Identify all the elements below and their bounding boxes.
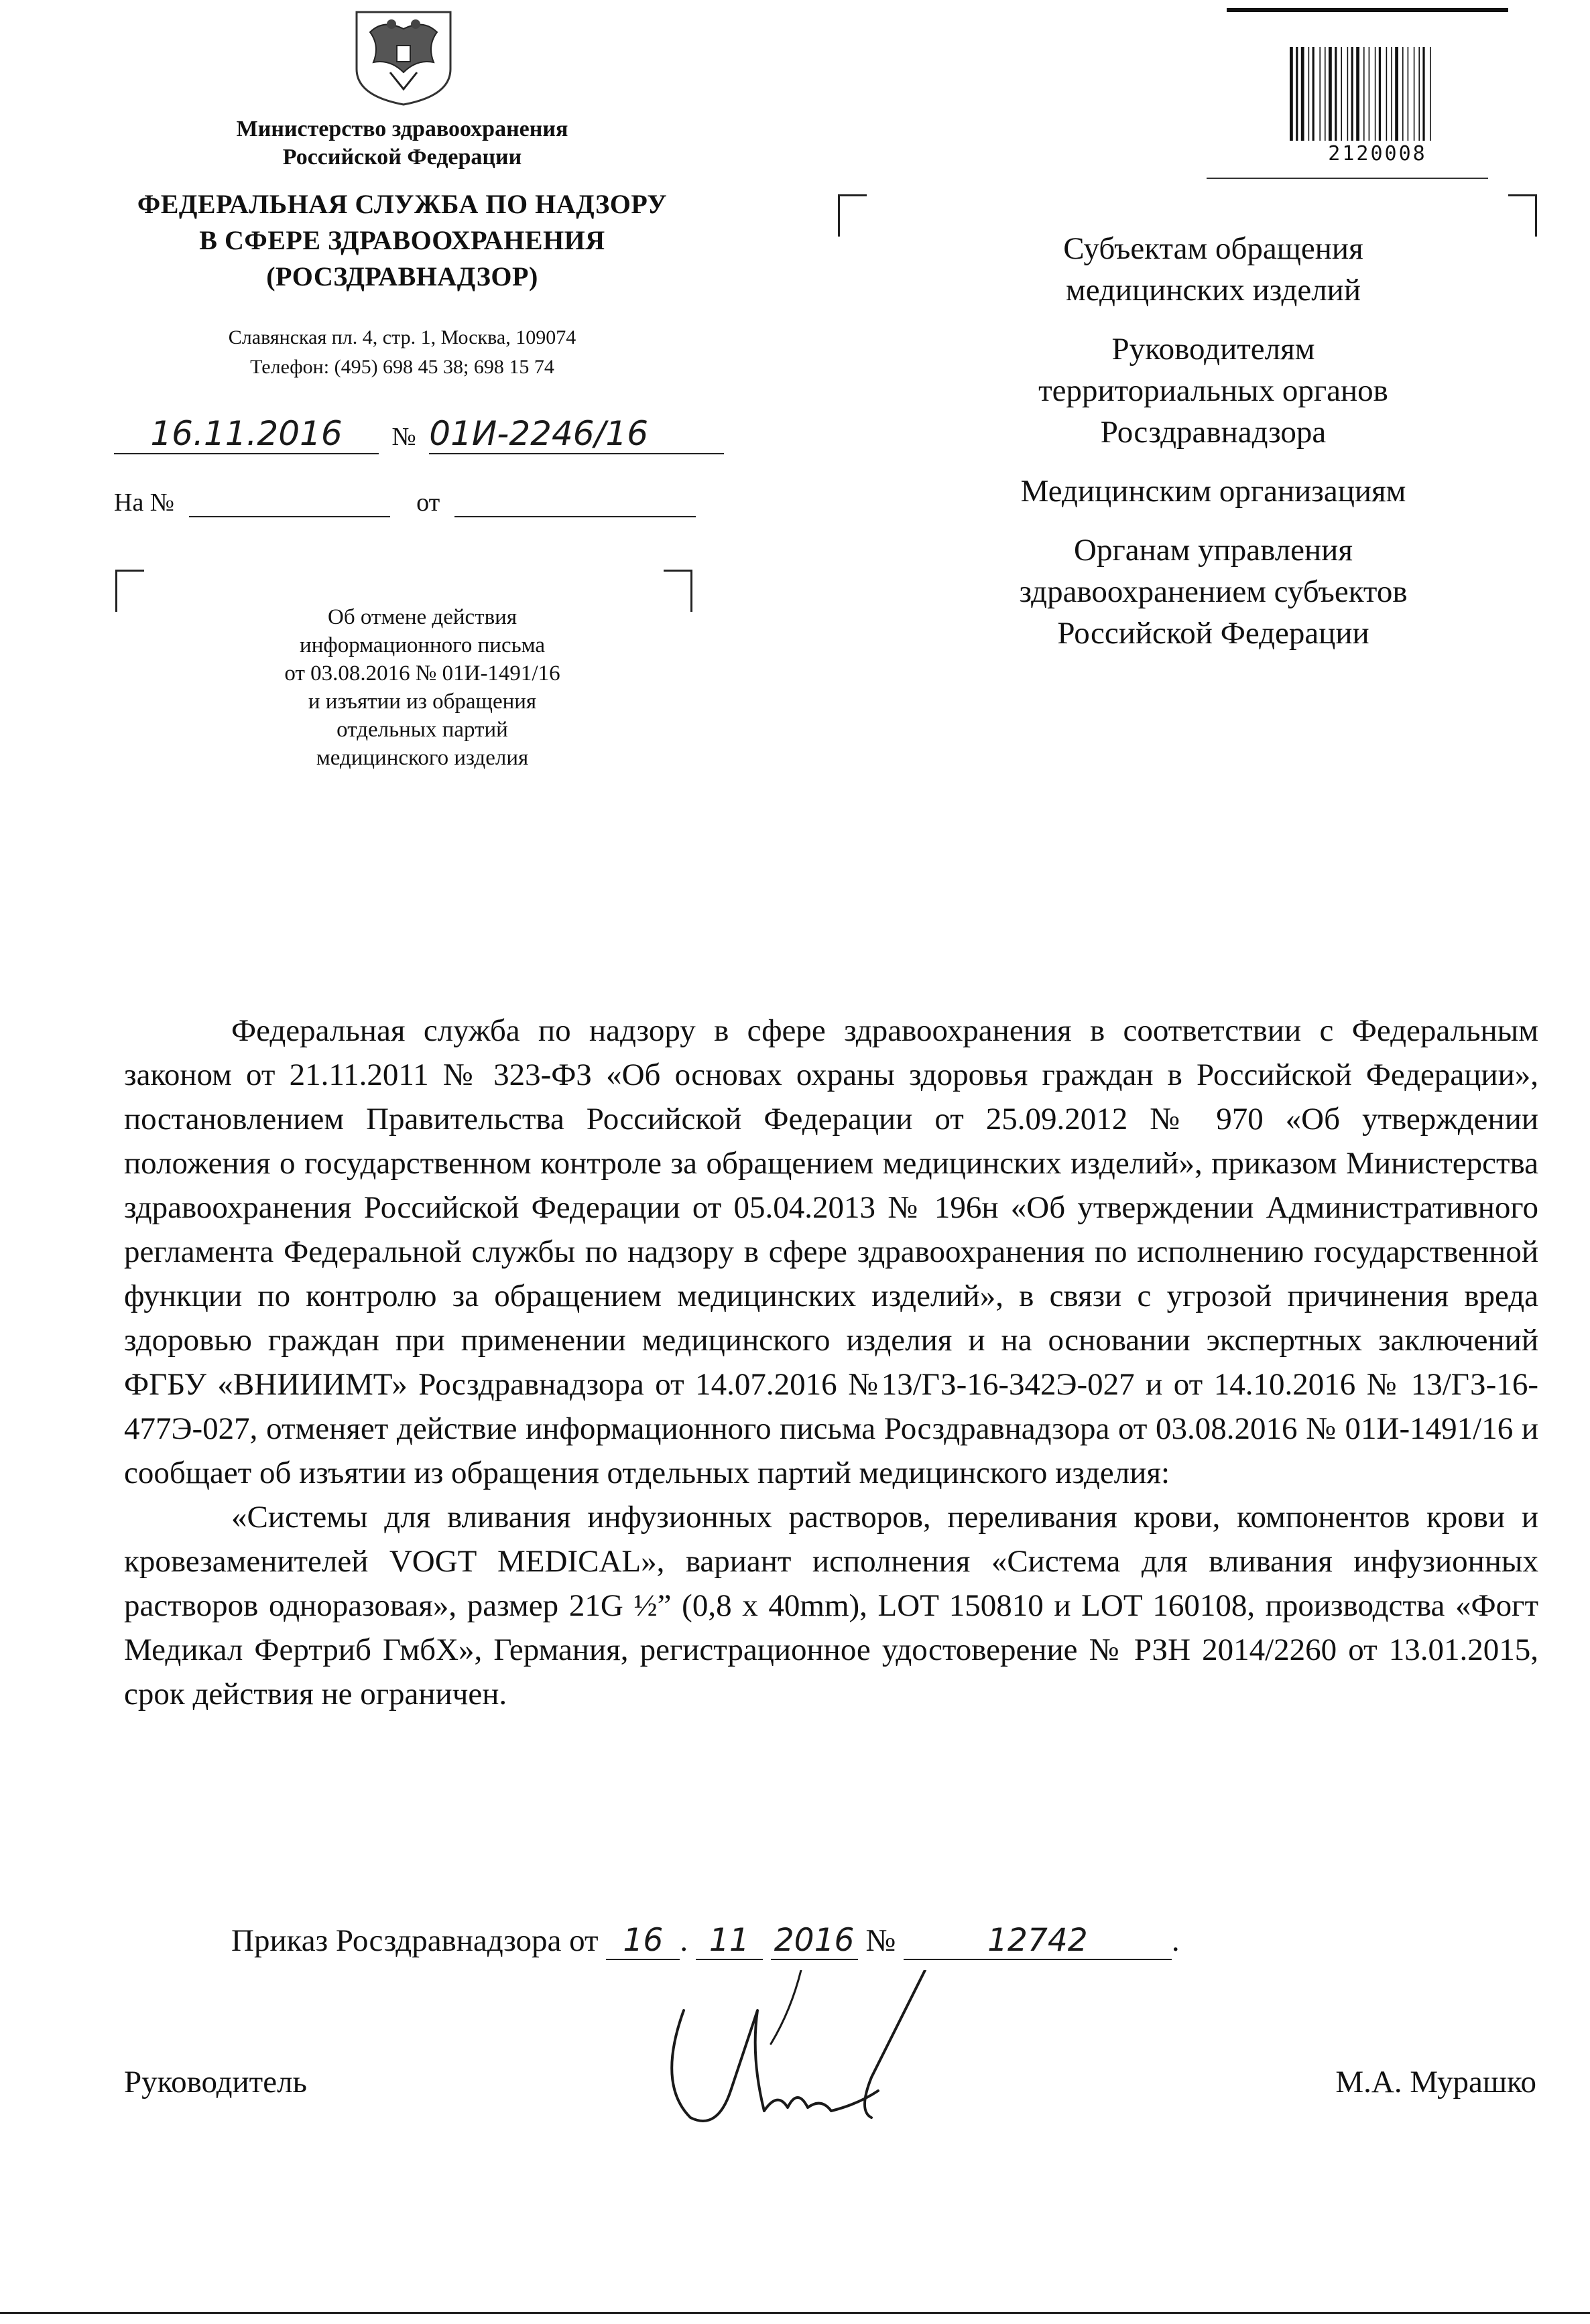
incoming-number-label: На № [114,489,175,517]
incoming-number-blank [189,492,390,517]
barcode-bar [1329,47,1332,141]
barcode-bar [1325,47,1326,141]
barcode-bar [1430,47,1431,141]
incoming-date-blank [454,492,696,517]
barcode-bar [1319,47,1321,141]
letter-subject [161,603,684,772]
bottom-rule [0,2312,1590,2314]
addressee-line: Российской Федерации [1057,616,1369,651]
barcode-bottom-rule [1207,178,1488,179]
barcode-top-rule [1227,8,1508,12]
agency-phone: Телефон: (495) 698 45 38; 698 15 74 [250,356,554,378]
outgoing-reference [114,414,784,454]
addressee-group [892,529,1535,654]
addressee-line: территориальных органов [1038,373,1388,408]
barcode-bar [1335,47,1337,141]
barcode-bar [1391,47,1392,141]
subject-line: информационного письма [300,633,545,657]
subject-corner-left [115,570,144,612]
barcode-bar [1408,47,1409,141]
addressee-line: Росздравнадзора [1100,415,1327,450]
order-day: 16 [606,1922,680,1960]
subject-line: и изъятии из обращения [308,690,537,714]
addressee-group [892,470,1535,512]
addressee-line: Органам управления [1074,533,1353,568]
barcode-bar [1301,47,1304,141]
order-reference: Приказ Росздравнадзора от 16 . 11 2016 № 12742 . [231,1922,1180,1959]
incoming-reference [114,488,717,517]
outgoing-number-sign: № [391,423,416,451]
signatory-name: М.А. Мурашко [1335,2065,1536,2100]
addressees [892,228,1535,671]
subject-line: Об отмене действия [327,605,517,629]
agency-line-2: В СФЕРЕ ЗДРАВООХРАНЕНИЯ [199,225,605,255]
order-prefix: Приказ Росздравнадзора от [231,1923,599,1958]
addressee-line: Субъектам обращения [1063,231,1363,266]
body-paragraph: «Системы для вливания инфузионных растворов, переливания крови, компонентов крови и кровезаменителей VOGT MEDICAL», вариант исполнения «Система для вливания инфузионных растворов одноразовая», размер 21G ½” (0,8 x 40mm), LOT 150810 и LOT 160108, производства «Фогт Медикал Фертриб ГмбХ», Германия, регистрационное удостоверение № РЗН 2014/2260 от 13.01.2015, срок действия не ограничен. [124,1500,1538,1712]
ministry-name [114,115,690,172]
order-suffix: . [1171,1923,1180,1958]
addressee-group [892,228,1535,311]
order-year: 2016 [771,1922,858,1960]
agency-name [114,186,690,295]
ministry-line-2: Российской Федерации [282,145,522,170]
barcode-bar [1356,47,1359,141]
outgoing-date: 16.11.2016 [114,414,379,454]
addressee-line: Руководителям [1111,332,1315,367]
coat-of-arms-icon [343,5,464,106]
agency-line-3: (РОСЗДРАВНАДЗОР) [266,261,538,292]
barcode [1287,47,1468,141]
barcode-bar [1351,47,1353,141]
outgoing-number: 01И-2246/16 [429,414,724,454]
handwritten-signature [644,1970,938,2131]
agency-line-1: ФЕДЕРАЛЬНАЯ СЛУЖБА ПО НАДЗОРУ [137,189,668,219]
barcode-bar [1341,47,1342,141]
barcode-bar [1290,47,1293,141]
barcode-bar [1369,47,1370,141]
body-paragraph: Федеральная служба по надзору в сфере здравоохранения в соответствии с Федеральным законом от 21.11.2011 № 323-ФЗ «Об основах охраны здоровья граждан в Российской Федерации», постановлением Правительства Российской Федерации от 25.09.2012 № 970 «Об утверждении положения о государственном контроле за обращением медицинских изделий», приказом Министерства здравоохранения Российской Федерации от 05.04.2013 № 196н «Об утверждении Административного регламента Федеральной службы по надзору в сфере здравоохранения по исполнению государственной функции по контролю за обращением медицинских изделий», в связи с угрозой причинения вреда здоровью граждан при применении медицинского изделия и на основании экспертных заключений ФГБУ «ВНИИИМТ» Росздравнадзора от 14.07.2016 №13/ГЗ-16-342Э-027 и от 14.10.2016 № 13/ГЗ-16-477Э-027, отменяет действие информационного письма Росздравнадзора от 03.08.2016 № 01И-1491/16 и сообщает об изъятии из обращения отдельных партий медицинского изделия: [124,1013,1538,1490]
addressee-line: медицинских изделий [1065,273,1361,308]
barcode-bar [1422,47,1424,141]
barcode-bar [1363,47,1365,141]
ministry-line-1: Министерство здравоохранения [236,117,568,141]
addressee-line: здравоохранением субъектов [1019,574,1408,609]
barcode-bar [1312,47,1314,141]
order-month: 11 [696,1922,763,1960]
barcode-bar [1418,47,1420,141]
barcode-bar [1395,47,1398,141]
barcode-bar [1296,47,1298,141]
subject-line: от 03.08.2016 № 01И-1491/16 [284,661,560,686]
order-number-sign: № [865,1923,896,1958]
barcode-bar [1347,47,1349,141]
subject-line: медицинского изделия [316,746,529,770]
barcode-number: 2120008 [1328,142,1427,166]
barcode-bar [1402,47,1404,141]
addressee-line: Медицинским организациям [1020,474,1406,509]
barcode-bar [1414,47,1415,141]
barcode-bar [1386,47,1388,141]
barcode-bar [1375,47,1376,141]
addressee-group [892,328,1535,453]
incoming-from-label: от [416,489,440,517]
barcode-bar [1308,47,1310,141]
barcode-bar [1379,47,1381,141]
agency-contact [114,323,690,382]
agency-address: Славянская пл. 4, стр. 1, Москва, 109074 [228,326,576,348]
letter-body [124,1009,1538,1716]
addressee-corner-left [838,194,867,237]
signatory-title: Руководитель [124,2065,307,2100]
subject-line: отдельных партий [337,718,508,742]
order-number: 12742 [904,1922,1172,1960]
